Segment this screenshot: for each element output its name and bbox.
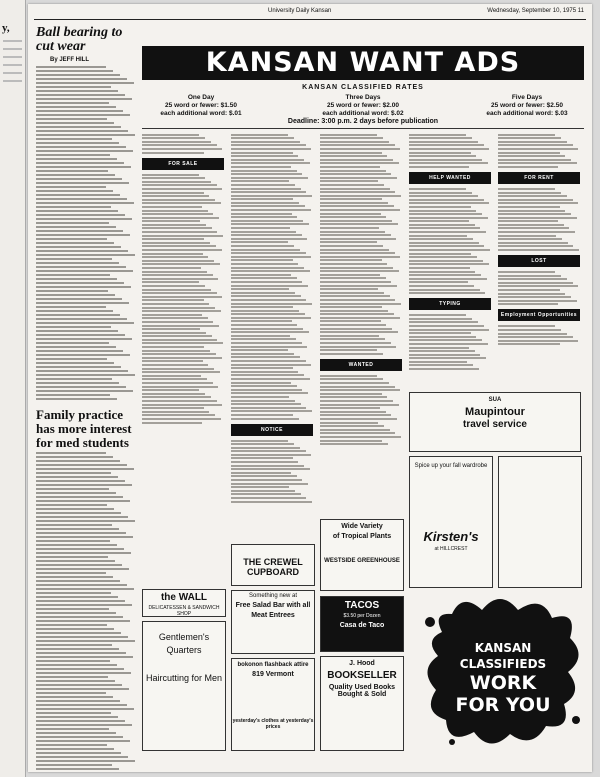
newspaper-page [28,4,592,772]
greenhouse-ad-l2: of Tropical Plants [332,533,392,540]
section-notice: NOTICE [231,424,313,436]
travel-ad-title: Maupintour [465,406,525,418]
section-typing: TYPING [409,298,491,310]
previous-page-edge [0,0,26,777]
article-column [36,26,136,772]
rate-three-days-line2: each additional word: $.02 [322,110,404,117]
classified-column-4 [409,132,491,372]
bookseller-l1: J. Hood [349,660,375,667]
flashback-ad [231,658,315,751]
bookseller-ad [320,656,404,751]
travel-ad-tag: SUA [488,397,502,403]
rates-rule [142,128,584,129]
salad-bar-l3: Meat Entrees [251,612,295,619]
bookseller-l3: Quality Used Books Bought & Sold [328,684,396,698]
greenhouse-ad [320,519,404,591]
rate-five-days-label: Five Days [511,94,543,101]
rate-three-days-line1: 25 word or fewer: $2.00 [327,102,399,109]
deadline: Deadline: 3:00 p.m. 2 days before publication [287,118,439,125]
rate-three-days-label: Three Days [345,94,381,101]
splash-l4: FOR YOU [455,694,551,716]
article2-body [36,452,136,772]
gentlemens-l1: Gentlemen's [158,632,210,642]
rates-title: KANSAN CLASSIFIED RATES [302,84,424,91]
section-help-wanted: HELP WANTED [409,172,491,184]
article1-headline: Ball bearing to cut wear [36,25,123,54]
travel-ad [409,392,581,452]
section-wanted: WANTED [320,359,402,371]
rate-five-days [472,94,582,118]
gentlemens-l3: Haircutting for Men [145,673,223,683]
notice-column-box [498,456,582,588]
kirstens-ad-logo: Kirsten's [423,529,479,544]
article1-byline: By JEFF HILL [50,57,90,63]
splash-text [422,640,584,716]
tacos-shop: Casa de Taco [339,622,385,629]
salad-bar-ad [231,590,315,654]
gentlemens-quarters-ad [142,621,226,751]
masthead [28,8,592,18]
rate-one-day-line1: 25 word or fewer: $1.50 [165,102,237,109]
kirstens-ad-l3: at HILLCREST [434,546,468,552]
splash-l3: WORK [469,672,537,694]
rate-one-day [146,94,256,118]
kansan-classifieds-splash [422,592,584,752]
article2-headline: Family practice has more interest for med students [36,407,132,450]
rate-five-days-line2: each additional word: $.03 [486,110,568,117]
greenhouse-ad-l3: WESTSIDE GREENHOUSE [324,558,400,564]
section-for-sale: FOR SALE [142,158,224,170]
flashback-l1: bokonon flashback attire [237,662,309,668]
bookseller-l2: BOOKSELLER [327,670,397,681]
classified-column-1 [142,132,224,425]
rate-five-days-line1: 25 word or fewer: $2.50 [491,102,563,109]
tacos-title: TACOS [344,600,380,611]
classified-column-3 [320,132,402,447]
rate-one-day-line2: each additional word: $.01 [160,110,242,117]
tacos-price: $3.50 per Dozen [343,613,381,619]
wall-deli-ad [142,589,226,617]
classified-column-5 [498,132,580,347]
splash-l2: CLASSIFIEDS [459,657,547,671]
wall-deli-title: the WALL [160,592,208,603]
paper-name: University Daily Kansan [268,8,332,14]
section-employment: Employment Opportunities [498,309,580,321]
rate-one-day-label: One Day [187,94,215,101]
flashback-l2: 819 Vermont [252,671,294,678]
crewel-cupboard-ad [231,544,315,586]
splash-l1: KANSAN [474,641,532,655]
kirstens-ad-l1: Spice up your fall wardrobe [414,463,488,469]
want-ads-title: KANSAN WANT ADS [205,47,521,78]
travel-ad-subtitle: travel service [463,419,527,430]
previous-page-fragment: y, [2,22,10,34]
section-for-rent: FOR RENT [498,172,580,184]
flashback-l3: yesterday's clothes at yesterday's prices [232,718,314,730]
wall-deli-subtitle: DELICATESSEN & SANDWICH SHOP [148,605,220,617]
greenhouse-ad-l1: Wide Variety [341,523,383,530]
article1-body [36,66,136,400]
section-lost: LOST [498,255,580,267]
tacos-ad [320,596,404,652]
kirstens-ad [409,456,493,588]
date-page: Wednesday, September 10, 1975 11 [487,8,584,14]
rate-three-days [308,94,418,118]
salad-bar-l1: Something new at [248,593,298,599]
masthead-rule [34,19,586,20]
want-ads-banner [142,46,584,80]
gentlemens-l2: Quarters [166,645,202,655]
salad-bar-l2: Free Salad Bar with all [235,602,311,609]
classified-column-2 [231,132,313,504]
crewel-cupboard-title: THE CREWEL CUPBOARD [243,557,303,577]
